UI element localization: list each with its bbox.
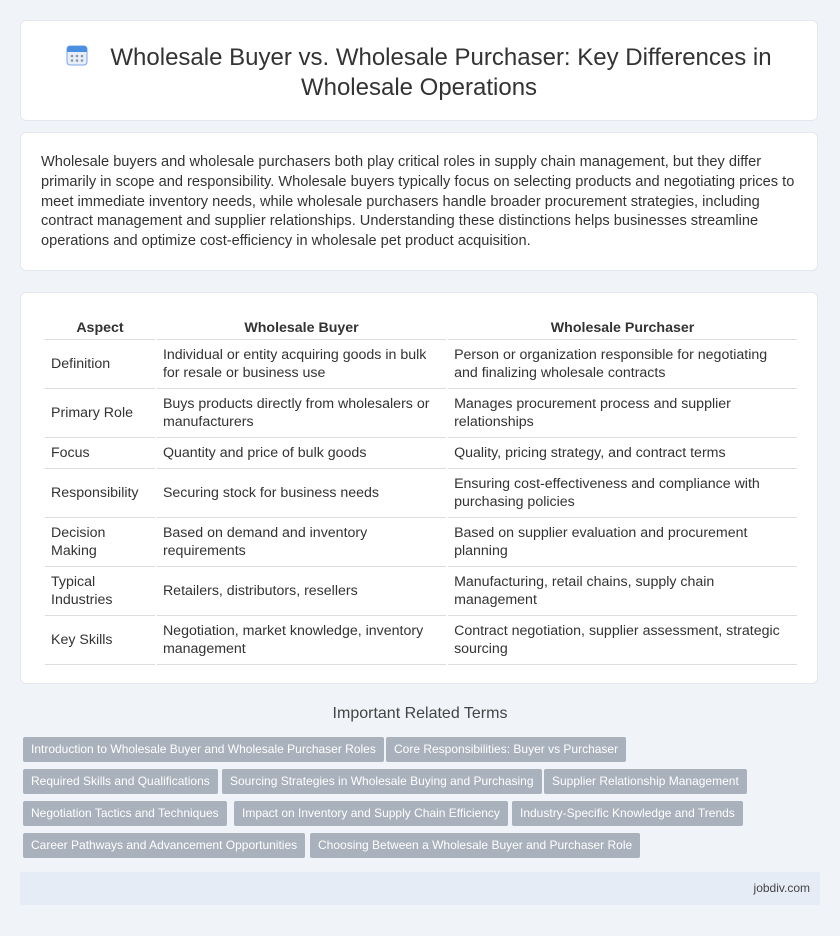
table-row [45,468,797,517]
table-cell: Primary Role [45,388,155,437]
table-cell: Responsibility [45,468,155,517]
table-cell: Manages procurement process and supplier relationships [448,388,797,437]
table-row [45,388,797,437]
related-term-tag[interactable]: Industry-Specific Knowledge and Trends [512,801,743,826]
column-header: Wholesale Purchaser [550,320,695,336]
page-title-text: Wholesale Buyer vs. Wholesale Purchaser: Key Differences in Wholesale Operations [110,44,772,101]
related-terms-heading: Important Related Terms [332,705,508,722]
column-header: Aspect [76,320,124,336]
table-cell: Ensuring cost-effectiveness and compliance with purchasing policies [448,468,797,517]
table-cell: Retailers, distributors, resellers [157,566,446,615]
table-cell: Buys products directly from wholesalers or manufacturers [157,388,446,437]
related-term-tag[interactable]: Sourcing Strategies in Wholesale Buying and Purchasing [222,769,542,794]
page-title [21,43,817,103]
footer [20,872,820,905]
table-cell: Individual or entity acquiring goods in bulk for resale or business use [157,339,446,388]
intro-card [20,132,818,271]
table-cell: Securing stock for business needs [157,468,446,517]
table-cell: Decision Making [45,517,155,566]
table-cell: Typical Industries [45,566,155,615]
table-cell: Focus [45,437,155,468]
related-term-tag[interactable]: Introduction to Wholesale Buyer and Wholesale Purchaser Roles [23,737,384,762]
table-cell: Based on demand and inventory requirements [157,517,446,566]
related-term-tag[interactable]: Required Skills and Qualifications [23,769,218,794]
intro-paragraph: Wholesale buyers and wholesale purchasers both play critical roles in supply chain management, but they differ primarily in scope and responsibility. Wholesale buyers typically focus on selecting products and negotiating prices to meet immediate inventory needs, while wholesale purchasers handle broader procurement strategies, including contract management and supplier relationships. Understanding these distinctions helps businesses streamline operations and optimize cost-efficiency in wholesale pet product acquisition. [41,154,795,250]
related-term-tag[interactable]: Impact on Inventory and Supply Chain Efficiency [234,801,508,826]
table-cell: Negotiation, market knowledge, inventory management [157,615,446,665]
table-cell: Key Skills [45,615,155,665]
table-cell: Quantity and price of bulk goods [157,437,446,468]
calendar-icon [66,44,88,66]
table-row [45,437,797,468]
column-header: Wholesale Buyer [244,320,359,336]
table-cell: Contract negotiation, supplier assessment, strategic sourcing [448,615,797,665]
table-cell: Quality, pricing strategy, and contract terms [448,437,797,468]
table-cell: Manufacturing, retail chains, supply chain management [448,566,797,615]
comparison-card [20,292,818,684]
table-cell: Based on supplier evaluation and procurement planning [448,517,797,566]
footer-site-link[interactable]: jobdiv.com [753,881,810,895]
table-header-row [45,315,797,339]
related-term-tag[interactable]: Career Pathways and Advancement Opportunities [23,833,305,858]
table-cell: Person or organization responsible for negotiating and finalizing wholesale contracts [448,339,797,388]
related-term-tag[interactable]: Negotiation Tactics and Techniques [23,801,227,826]
related-term-tag[interactable]: Core Responsibilities: Buyer vs Purchaser [386,737,626,762]
comparison-table [43,315,799,665]
table-row [45,566,797,615]
related-term-tag[interactable]: Supplier Relationship Management [544,769,747,794]
table-cell: Definition [45,339,155,388]
table-row [45,339,797,388]
header-card [20,20,818,121]
table-row [45,615,797,665]
related-term-tag[interactable]: Choosing Between a Wholesale Buyer and Purchaser Role [310,833,640,858]
table-row [45,517,797,566]
